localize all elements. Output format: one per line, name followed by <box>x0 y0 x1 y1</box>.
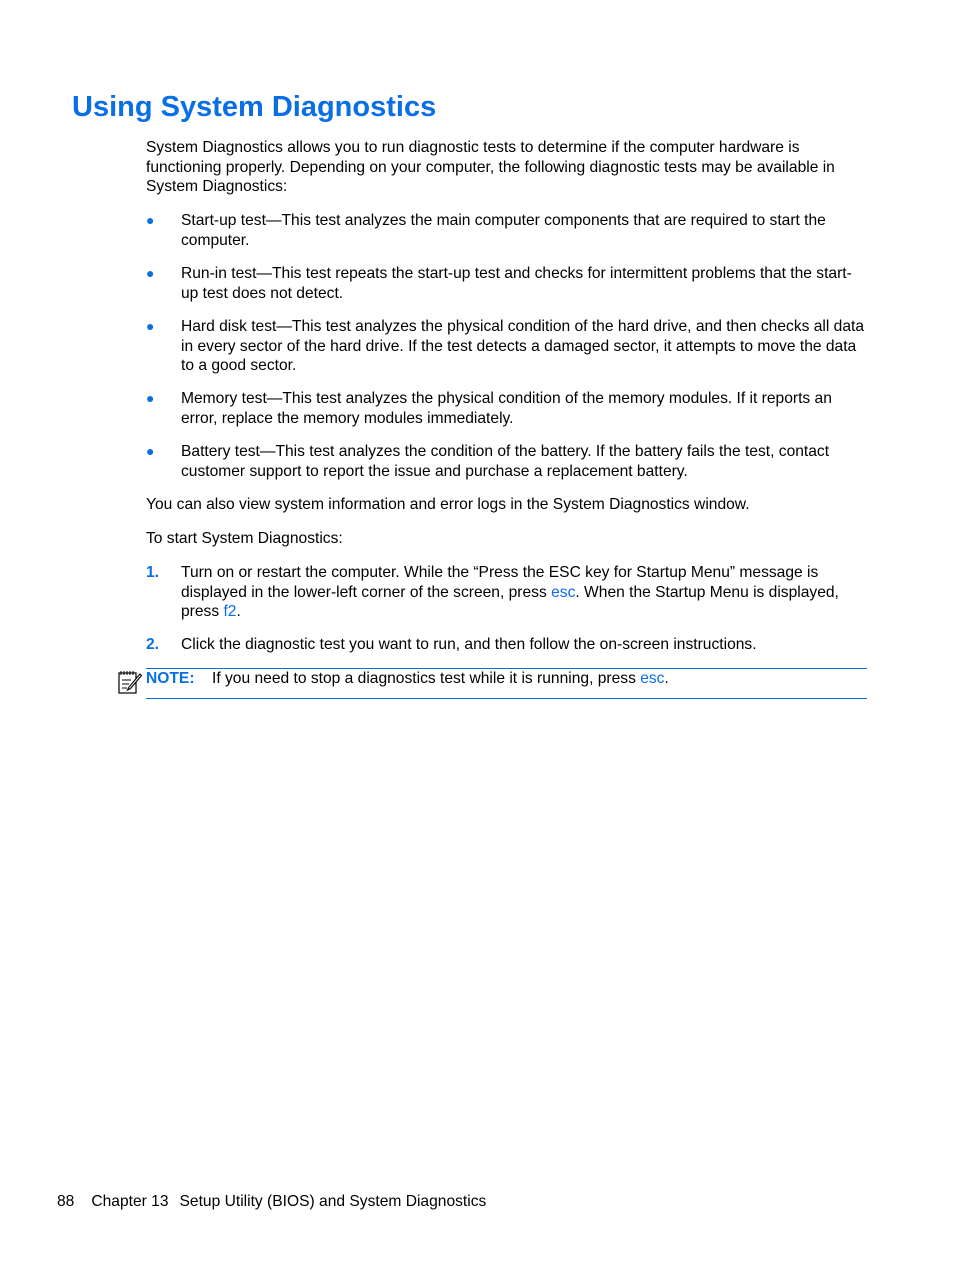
note-text <box>212 669 669 689</box>
step-text-part: . <box>236 603 241 621</box>
step-text-part: Turn on or restart the computer. While the “Press the ESC key for Startup Menu” message is displayed in the lower-left corner of the screen, press <box>181 564 819 601</box>
note-text-part: If you need to stop a diagnostics test while it is running, press <box>212 670 641 687</box>
intro-paragraph: System Diagnostics allows you to run diagnostic tests to determine if the computer hardware is functioning properly. Depending on your computer, the following diagnostic tests may be available in System Diagnostics: <box>146 139 835 196</box>
bullet-text: Battery test—This test analyzes the condition of the battery. If the battery fails the test, contact customer support to report the issue and purchase a replacement battery. <box>181 443 830 480</box>
key-esc: esc <box>640 670 665 687</box>
step-text <box>181 563 865 622</box>
footer-chapter: Chapter 13 <box>91 1193 169 1210</box>
note-label: NOTE: <box>146 670 195 687</box>
page-title: Using System Diagnostics <box>72 91 437 123</box>
logs-paragraph: You can also view system information and error logs in the System Diagnostics window. <box>146 496 750 513</box>
footer-section-title: Setup Utility (BIOS) and System Diagnostics <box>179 1193 487 1210</box>
step-number: 1. <box>146 564 160 581</box>
step-number: 2. <box>146 636 160 653</box>
page-footer <box>57 1192 486 1212</box>
step-text: Click the diagnostic test you want to run, and then follow the on-screen instructions. <box>181 636 757 653</box>
bullet-marker: ● <box>146 390 155 406</box>
key-f2: f2 <box>223 603 237 621</box>
bullet-text: Start-up test—This test analyzes the main computer components that are required to start the computer. <box>181 212 826 249</box>
bullet-marker: ● <box>146 318 155 334</box>
bullet-text: Run-in test—This test repeats the start-up test and checks for intermittent problems that the start-up test does not detect. <box>181 265 852 302</box>
step-text-part: . When the Startup Menu is displayed, press <box>181 583 839 621</box>
bullet-marker: ● <box>146 265 155 281</box>
bullet-text: Memory test—This test analyzes the physical condition of the memory modules. If it reports an error, replace the memory modules immediately. <box>181 390 832 427</box>
key-esc: esc <box>551 583 576 601</box>
note-box <box>146 668 867 699</box>
bullet-text: Hard disk test—This test analyzes the physical condition of the hard drive, and then checks all data in every sector of the hard drive. If the test detects a damaged sector, it attempts to move the data to a good sector. <box>181 318 865 375</box>
page-number: 88 <box>57 1193 75 1210</box>
bullet-marker: ● <box>146 212 155 228</box>
start-paragraph: To start System Diagnostics: <box>146 530 343 547</box>
note-text-part: . <box>664 670 669 687</box>
note-pencil-icon <box>117 669 143 695</box>
bullet-marker: ● <box>146 443 155 459</box>
